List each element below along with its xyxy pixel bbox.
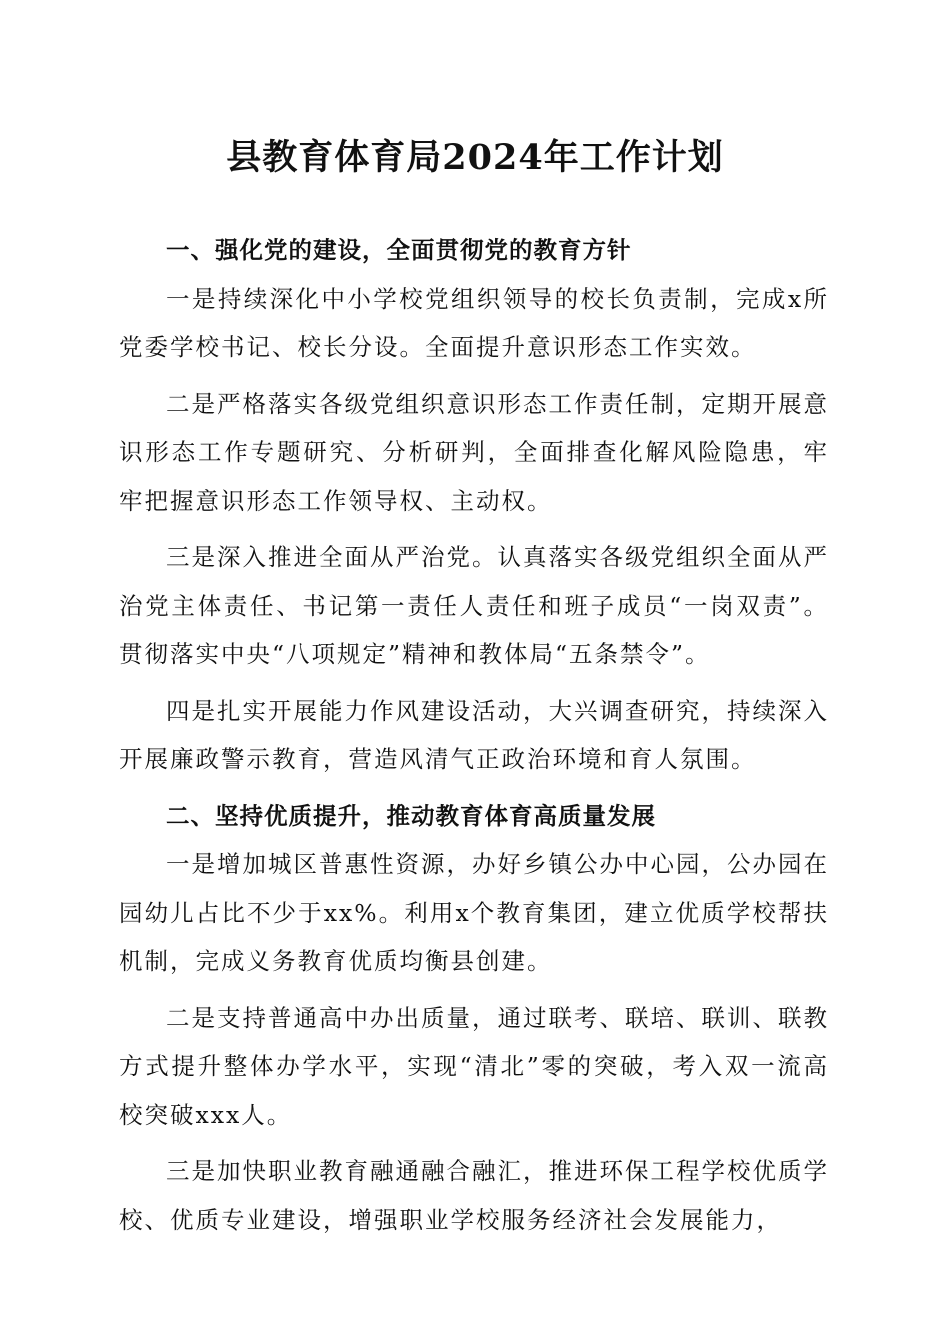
document-body — [119, 226, 829, 1244]
section-1-paragraph-4: 四是扎实开展能力作风建设活动，大兴调查研究，持续深入开展廉政警示教育，营造风清气正政治环境和育人氛围。 — [119, 696, 829, 773]
section-1-heading: 一、强化党的建设，全面贯彻党的教育方针 — [166, 236, 632, 264]
section-2-paragraph-1: 一是增加城区普惠性资源，办好乡镇公办中心园，公办园在园幼儿占比不少于xx%。利用x个教育集团，建立优质学校帮扶机制，完成义务教育优质均衡县创建。 — [119, 850, 829, 975]
section-1-paragraph-2: 二是严格落实各级党组织意识形态工作责任制，定期开展意识形态工作专题研究、分析研判，全面排查化解风险隐患，牢牢把握意识形态工作领导权、主动权。 — [119, 389, 829, 515]
document-title: 县教育体育局2024年工作计划 — [226, 137, 724, 178]
section-2-paragraph-2: 二是支持普通高中办出质量，通过联考、联培、联训、联教方式提升整体办学水平，实现“清北”零的突破，考入双一流高校突破xxx人。 — [119, 1003, 829, 1129]
section-1-paragraph-1: 一是持续深化中小学校党组织领导的校长负责制，完成x所党委学校书记、校长分设。全面提升意识形态工作实效。 — [119, 284, 829, 361]
section-2-heading: 二、坚持优质提升，推动教育体育高质量发展 — [166, 801, 656, 830]
section-1-paragraph-3: 三是深入推进全面从严治党。认真落实各级党组织全面从严治党主体责任、书记第一责任人责任和班子成员“一岗双责”。贯彻落实中央“八项规定”精神和教体局“五条禁令”。 — [119, 543, 829, 668]
section-2-paragraph-3: 三是加快职业教育融通融合融汇，推进环保工程学校优质学校、优质专业建设，增强职业学校服务经济社会发展能力， — [119, 1157, 829, 1234]
